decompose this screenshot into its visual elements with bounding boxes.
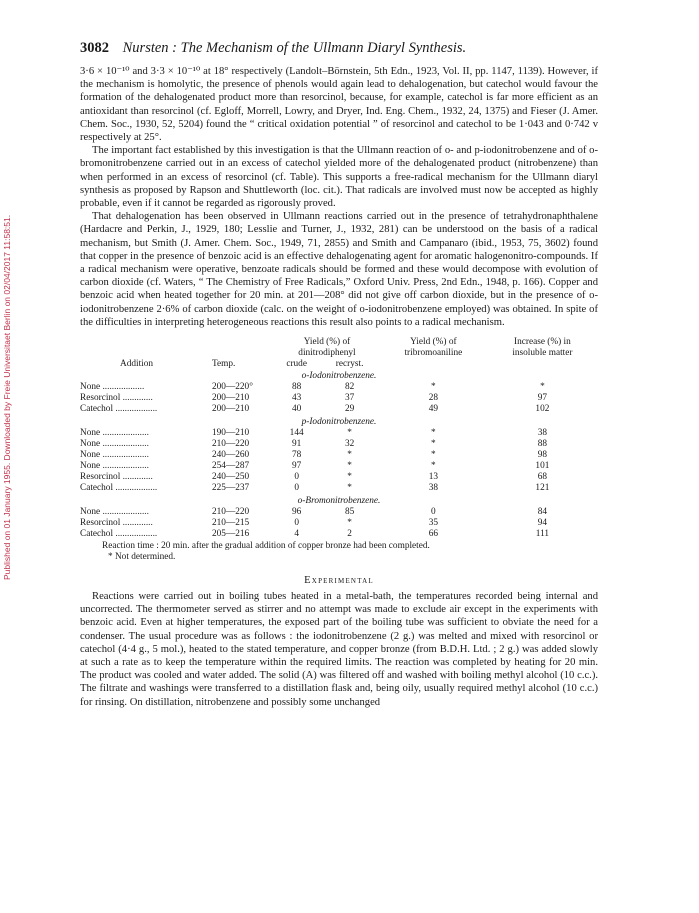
cell-temp: 190—210: [212, 428, 250, 439]
cell-increase: 102: [535, 404, 550, 415]
col-header-temp: Temp.: [212, 359, 236, 370]
cell-crude: 97: [292, 461, 302, 472]
col-header-addition: Addition: [120, 359, 154, 370]
leader-dots: ....................: [102, 450, 149, 461]
cell-temp: 200—220°: [212, 382, 253, 393]
cell-addition: Resorcinol: [80, 472, 121, 483]
cell-crude: 88: [292, 382, 302, 393]
table-row: [80, 529, 598, 540]
cell-tribromo: *: [431, 439, 436, 450]
cell-crude: 0: [294, 472, 299, 483]
cell-recryst: *: [347, 472, 352, 483]
table-row: [80, 404, 598, 415]
table-row: [80, 382, 598, 393]
col-header-yield-group-line2: dinitrodiphenyl: [298, 348, 356, 359]
cell-recryst: *: [347, 450, 352, 461]
cell-crude: 96: [292, 507, 302, 518]
cell-addition: Catechol: [80, 404, 114, 415]
cell-temp: 240—250: [212, 472, 250, 483]
table-row: [80, 461, 598, 472]
cell-tribromo: 35: [428, 518, 438, 529]
cell-increase: 111: [535, 529, 550, 540]
cell-crude: 78: [292, 450, 302, 461]
cell-tribromo: *: [431, 461, 436, 472]
cell-addition: Resorcinol: [80, 393, 121, 404]
journal-page: [80, 40, 598, 709]
cell-increase: 98: [537, 450, 548, 461]
table-row: [80, 393, 598, 404]
cell-recryst: 2: [347, 529, 352, 540]
cell-temp: 200—210: [212, 393, 250, 404]
cell-recryst: *: [347, 483, 352, 494]
body-paragraph: 3·6 × 10⁻¹⁰ and 3·3 × 10⁻¹⁰ at 18° respectively (Landolt–Börnstein, 5th Edn., 1923, Vol. II, pp. 1147, 1139). However, if the mechanism is homolytic, the presence of phenols would again lead to dehalogenation, but catechol would favour the formation of the dehalogenated product more than resorcinol, because, for example, catechol is far more efficient as an antioxidant than resorcinol (cf. Egloff, Morrell, Lowry, and Dryer, Ind. Eng. Chem., 1932, 24, 1375) and Fieser (J. Amer. Chem. Soc., 1930, 52, 5204) found the “ critical oxidation potential ” of resorcinol and catechol to be 1·043 and 0·742 v respectively at 25°.: [80, 66, 598, 144]
leader-dots: ..................: [102, 382, 145, 393]
cell-tribromo: 66: [428, 529, 438, 540]
cell-addition: None: [80, 507, 101, 518]
cell-temp: 254—287: [212, 461, 250, 472]
cell-addition: None: [80, 428, 101, 439]
leader-dots: .............: [122, 472, 153, 483]
col-header-tribromo-line2: tribromoaniline: [404, 348, 463, 359]
cell-temp: 210—215: [212, 518, 250, 529]
cell-recryst: *: [347, 518, 352, 529]
cell-temp: 210—220: [212, 439, 250, 450]
cell-tribromo: *: [431, 382, 436, 393]
body-paragraph: That dehalogenation has been observed in Ullmann reactions carried out in the presence of tetrahydronaphthalene (Hardacre and Perkin, J., 1929, 180; Lesslie and Turner, J., 1932, 281) can be understood on the basis of a radical mechanism, but Smith (J. Amer. Chem. Soc., 1949, 71, 2855) and Smith and Campanaro (ibid., 1953, 75, 3602) found that copper in the presence of benzoic acid is an effective dehalogenating agent for aromatic halogenonitro-compounds. If a radical mechanism were operative, benzoate radicals should be formed and these would decompose with evolution of carbon dioxide (cf. Waters, “ The Chemistry of Free Radicals,” Oxford Univ. Press, 2nd Edn., 1948, p. 166). Copper and benzoic acid when heated together for 20 min. at 201—208° did not give off carbon dioxide, but in the presence of o-iodonitrobenzene 2·6% of carbon dioxide (calc. on the weight of o-iodonitrobenzene employed) was obtained. In spite of the difficulties in interpreting heterogeneous reactions this result also points to a radical mechanism.: [80, 211, 598, 328]
cell-tribromo: 49: [428, 404, 438, 415]
cell-addition: None: [80, 382, 101, 393]
cell-tribromo: 0: [431, 507, 436, 518]
leader-dots: ..................: [115, 404, 158, 415]
download-watermark-text: Published on 01 January 1955. Downloaded by Freie Universitaet Berlin on 02/04/2017 11:58:51.: [2, 214, 12, 580]
table-footnote-star: * Not determined.: [108, 552, 176, 563]
leader-dots: .............: [122, 393, 153, 404]
col-header-increase-line1: Increase (%) in: [514, 337, 571, 348]
leader-dots: ....................: [102, 507, 149, 518]
leader-dots: .............: [122, 518, 153, 529]
cell-recryst: 85: [344, 507, 355, 518]
cell-increase: 121: [535, 483, 550, 494]
cell-addition: Resorcinol: [80, 518, 121, 529]
cell-crude: 4: [294, 529, 299, 540]
cell-temp: 240—260: [212, 450, 250, 461]
cell-temp: 225—237: [212, 483, 250, 494]
table-section-title: p-Iodonitrobenzene.: [301, 417, 377, 428]
cell-recryst: 37: [344, 393, 355, 404]
cell-addition: Catechol: [80, 529, 114, 540]
cell-increase: 97: [537, 393, 548, 404]
leader-dots: ....................: [102, 439, 149, 450]
cell-recryst: *: [347, 461, 352, 472]
cell-increase: 68: [537, 472, 548, 483]
col-header-crude: crude: [286, 359, 307, 370]
table-row: [80, 450, 598, 461]
body-paragraph: The important fact established by this investigation is that the Ullmann reaction of o- and p-iodonitrobenzene and of o-bromonitrobenzene carried out in an excess of catechol yielded more of the dehalogenated product (nitrobenzene) than when performed in an excess of resorcinol (cf. Table). This supports a free-radical mechanism for the Ullmann diaryl synthesis as proposed by Rapson and Shuttleworth (loc. cit.). That radicals are involved must now be accepted as highly probable, even if it cannot be regarded as rigorously proved.: [80, 145, 598, 210]
cell-crude: 0: [294, 483, 299, 494]
cell-tribromo: 28: [428, 393, 438, 404]
cell-tribromo: 13: [428, 472, 438, 483]
table-body: [80, 370, 598, 540]
table-footnote-reaction: Reaction time : 20 min. after the gradual addition of copper bronze had been completed.: [102, 541, 430, 552]
table-row: [80, 439, 598, 450]
col-header-yield-group: Yield (%) of: [303, 337, 351, 348]
section-heading-experimental: Experimental: [304, 575, 374, 587]
running-title: Nursten : The Mechanism of the Ullmann Diaryl Synthesis.: [122, 40, 467, 56]
cell-tribromo: *: [431, 428, 436, 439]
results-table: [80, 337, 598, 540]
cell-temp: 200—210: [212, 404, 250, 415]
cell-recryst: 29: [344, 404, 355, 415]
cell-increase: 38: [537, 428, 548, 439]
cell-crude: 0: [294, 518, 299, 529]
cell-increase: 88: [537, 439, 548, 450]
cell-crude: 91: [292, 439, 302, 450]
cell-increase: 101: [535, 461, 550, 472]
table-section-title: o-Bromonitrobenzene.: [297, 496, 381, 507]
leader-dots: ..................: [115, 529, 158, 540]
table-row: [80, 518, 598, 529]
cell-addition: Catechol: [80, 483, 114, 494]
cell-tribromo: *: [431, 450, 436, 461]
page-header: [80, 40, 598, 57]
col-header-recryst: recryst.: [335, 359, 364, 370]
cell-addition: None: [80, 439, 101, 450]
cell-crude: 43: [292, 393, 302, 404]
col-header-increase-line2: insoluble matter: [512, 348, 573, 359]
table-row: [80, 428, 598, 439]
cell-addition: None: [80, 450, 101, 461]
cell-temp: 210—220: [212, 507, 250, 518]
cell-addition: None: [80, 461, 101, 472]
leader-dots: ....................: [102, 428, 149, 439]
leader-dots: ....................: [102, 461, 149, 472]
cell-recryst: *: [347, 428, 352, 439]
leader-dots: ..................: [115, 483, 158, 494]
cell-recryst: 32: [344, 439, 355, 450]
cell-tribromo: 38: [428, 483, 438, 494]
table-row: [80, 507, 598, 518]
cell-increase: *: [540, 382, 545, 393]
table-row: [80, 472, 598, 483]
table-row: [80, 483, 598, 494]
body-paragraph: Reactions were carried out in boiling tubes heated in a metal-bath, the temperatures recorded being internal and uncorrected. The thermometer served as stirrer and no attempt was made to exclude air except in the experiments with benzoic acid. Even at higher temperatures, the exposed part of the boiling tube was sufficient to obviate the need for a condenser. The usual procedure was as follows : the iodonitrobenzene (2 g.) was melted and mixed with resorcinol or catechol (4·4 g., 5 mol.), heated to the stated temperature, and copper bronze (from B.D.H. Ltd. ; 2 g.) was added slowly at such a rate as to keep the temperature within the required limits. The reaction was completed by heating for 20 min. The product was cooled and water added. The solid (A) was filtered off and washed with boiling methyl alcohol (10 c.c.). The filtrate and washings were transferred to a distillation flask and, being oily, usually required methyl alcohol (10 c.c.) for rinsing. On distillation, nitrobenzene and possibly some unchanged: [80, 591, 598, 708]
cell-increase: 84: [537, 507, 548, 518]
cell-increase: 94: [537, 518, 548, 529]
cell-temp: 205—216: [212, 529, 250, 540]
download-watermark: [2, 150, 16, 580]
cell-crude: 40: [292, 404, 302, 415]
cell-crude: 144: [289, 428, 304, 439]
table-section-title: o-Iodonitrobenzene.: [301, 371, 377, 382]
cell-recryst: 82: [344, 382, 355, 393]
col-header-tribromo-line1: Yield (%) of: [410, 337, 457, 348]
page-number: 3082: [80, 40, 109, 56]
